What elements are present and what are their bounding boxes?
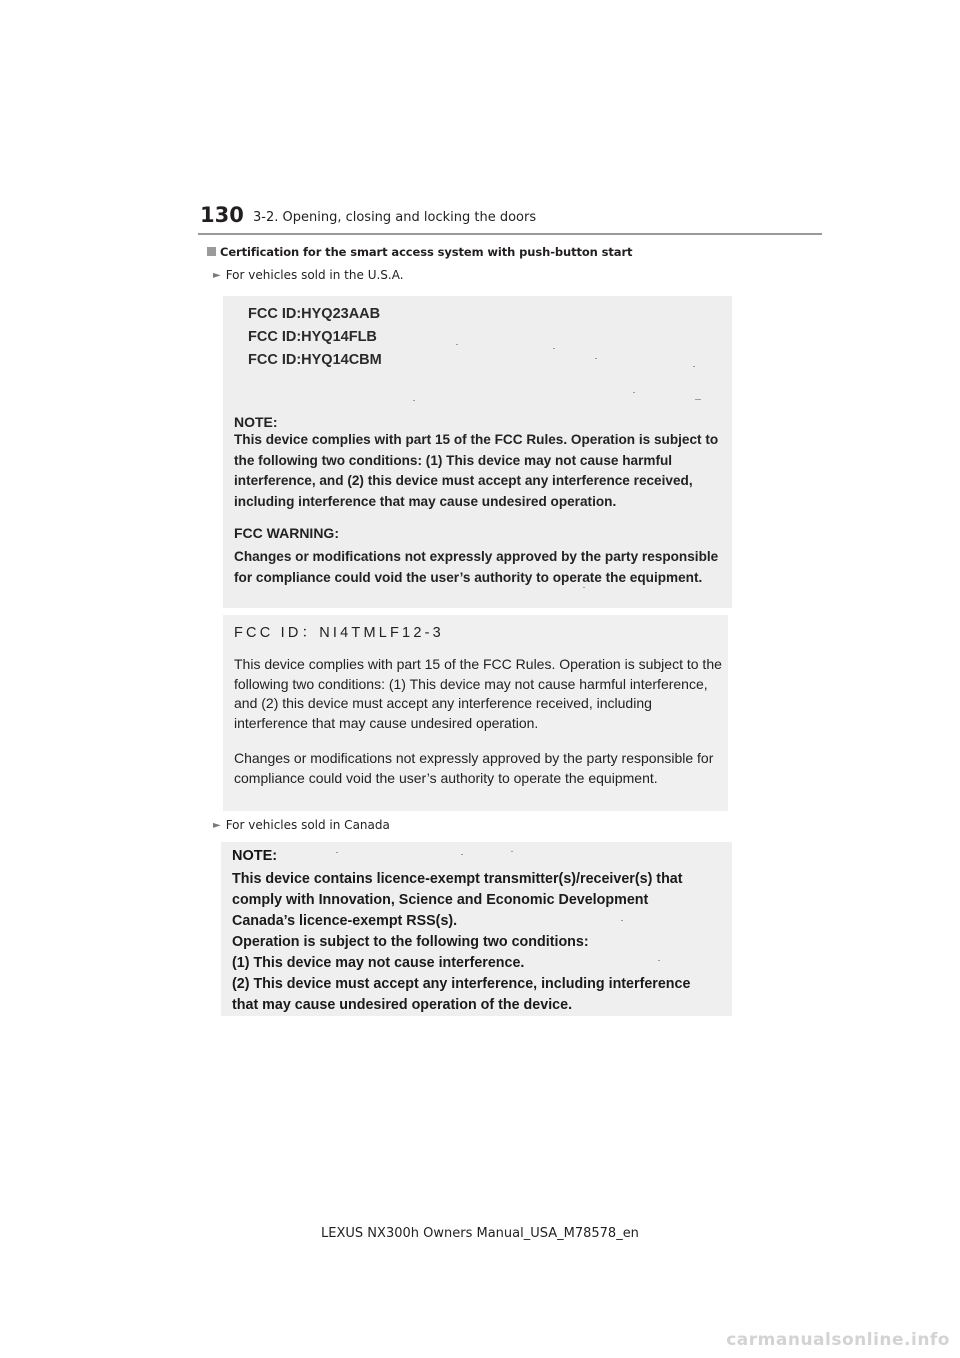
notice-line: comply with Innovation, Science and Economic Development bbox=[232, 892, 649, 908]
warning-text: Changes or modifications not expressly approved by the party responsible for compliance could void the user’s authority to operate the equipment. bbox=[234, 549, 719, 585]
scan-speck bbox=[695, 399, 701, 400]
certification-subheading bbox=[207, 245, 632, 259]
notice-line: This device contains licence-exempt transmitter(s)/receiver(s) that bbox=[232, 871, 683, 887]
canada-notice-text bbox=[232, 869, 727, 1016]
page-number: 130 bbox=[200, 203, 244, 227]
fcc-id: FCC ID:HYQ14CBM bbox=[248, 352, 382, 368]
notice-line: (2) This device must accept any interference, including interference bbox=[232, 976, 691, 992]
scan-speck bbox=[583, 587, 585, 588]
scan-speck bbox=[595, 358, 597, 359]
scan-speck bbox=[461, 854, 463, 855]
fcc-label-usa-2 bbox=[223, 615, 728, 811]
scan-speck bbox=[413, 400, 415, 401]
scan-speck bbox=[693, 366, 695, 367]
note-heading: NOTE: bbox=[234, 414, 278, 430]
header-divider bbox=[198, 233, 822, 235]
canada-bullet-text: For vehicles sold in Canada bbox=[225, 818, 390, 832]
fcc-id: FCC ID：NI4TMLF12-3 bbox=[234, 625, 444, 641]
fcc-label-usa-1 bbox=[223, 296, 732, 608]
page-header bbox=[198, 203, 822, 235]
canada-bullet bbox=[213, 818, 390, 832]
arrow-right-icon: ► bbox=[213, 270, 221, 281]
notice-line: Operation is subject to the following two conditions: bbox=[232, 934, 589, 950]
modification-text: Changes or modifications not expressly approved by the party responsible for compliance could void the user’s authority to operate the equipment. bbox=[234, 750, 714, 786]
scan-speck bbox=[336, 852, 338, 853]
scan-speck bbox=[658, 960, 660, 961]
ised-label-canada bbox=[221, 842, 732, 1016]
fcc-id: FCC ID:HYQ23AAB bbox=[248, 306, 381, 322]
notice-line: that may cause undesired operation of the device. bbox=[232, 997, 573, 1013]
usa-bullet-text: For vehicles sold in the U.S.A. bbox=[225, 268, 404, 282]
fcc-id: FCC ID:HYQ14FLB bbox=[248, 329, 377, 345]
scan-speck bbox=[456, 344, 458, 345]
note-heading: NOTE: bbox=[232, 848, 278, 864]
arrow-right-icon: ► bbox=[213, 820, 221, 831]
scan-speck bbox=[633, 392, 635, 393]
compliance-text: This device complies with part 15 of the FCC Rules. Operation is subject to the following two conditions: (1) This device may not cause harmful interference, and (2) this device must accept any interference received, including interference that may cause undesired operation. bbox=[234, 656, 722, 731]
section-title: 3-2. Opening, closing and locking the doors bbox=[253, 210, 537, 225]
subheading-text: Certification for the smart access system with push-button start bbox=[220, 245, 633, 259]
fcc-id-list bbox=[248, 303, 382, 372]
watermark: carmanualsonline.info bbox=[726, 1330, 950, 1350]
square-bullet-icon bbox=[207, 247, 216, 256]
scan-speck bbox=[621, 920, 623, 921]
scan-speck bbox=[511, 851, 513, 852]
notice-line: (1) This device may not cause interference. bbox=[232, 955, 525, 971]
usa-bullet bbox=[213, 268, 404, 282]
page-footer: LEXUS NX300h Owners Manual_USA_M78578_en bbox=[321, 1226, 639, 1241]
note-text: This device complies with part 15 of the FCC Rules. Operation is subject to the following two conditions: (1) This device may not cause harmful interference, and (2) this device must accept any interference received, including interference that may cause undesired operation. bbox=[234, 432, 719, 509]
warning-heading: FCC WARNING: bbox=[234, 525, 339, 541]
notice-line: Canada’s licence-exempt RSS(s). bbox=[232, 913, 458, 929]
scan-speck bbox=[553, 348, 555, 349]
